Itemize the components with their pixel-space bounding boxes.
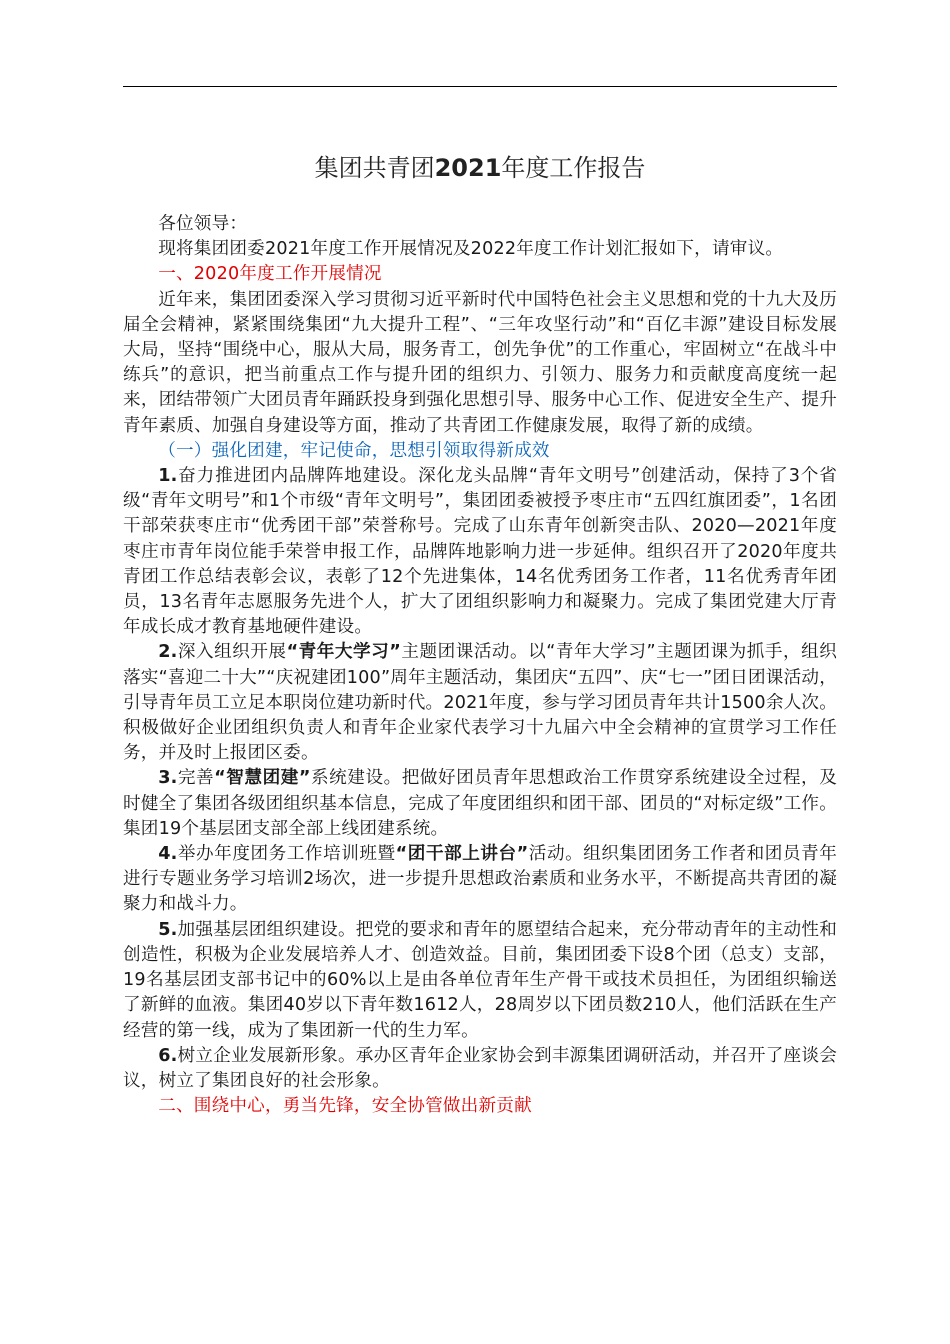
item-lead: 举办年度团务工作培训班暨 — [177, 844, 396, 865]
item-number: 6. — [158, 1045, 178, 1066]
subsection-heading-1: （一）强化团建，牢记使命，思想引领取得新成效 — [158, 440, 550, 461]
item-text: 加强基层团组织建设。把党的要求和青年的愿望结合起来，充分带动青年的主动性和创造性，积极为企业发展培养人才、创造效益。目前，集团团委下设8个团（总支）支部，19名基层团支部书记中的60%以上是由各单位青年生产骨干或技术员担任，为团组织输送了新鲜的血液。集团40岁以下青年数1612人，28周岁以下团员数210人，他们活跃在生产经营的第一线，成为了集团新一代的生力军。 — [123, 919, 837, 1041]
item-text: 树立企业发展新形象。承办区青年企业家协会到丰源集团调研活动，并召开了座谈会议，树立了集团良好的社会形象。 — [123, 1045, 837, 1091]
salutation: 各位领导： — [158, 214, 248, 234]
item-number: 5. — [158, 919, 178, 940]
section-heading-2: 二、围绕中心，勇当先锋，安全协管做出新贡献 — [158, 1096, 532, 1117]
item-paragraph-3 — [123, 766, 837, 842]
item-number: 3. — [158, 768, 178, 789]
item-number: 4. — [158, 844, 178, 865]
item-lead: 深入组织开展 — [177, 642, 287, 663]
item-emphasis: “智慧团建” — [214, 768, 311, 789]
intro-paragraph: 现将集团团委2021年度工作开展情况及2022年度工作计划汇报如下，请审议。 — [158, 239, 784, 260]
item-paragraph-5 — [123, 918, 837, 1044]
overview-paragraph: 近年来，集团团委深入学习贯彻习近平新时代中国特色社会主义思想和党的十九大及历届全会精神，紧紧围绕集团“九大提升工程”、“三年攻坚行动”和“百亿丰源”建设目标发展大局，坚持“围绕中心，服从大局，服务青工，创先争优”的工作重心，牢固树立“在战斗中练兵”的意识，把当前重点工作与提升团的组织力、引领力、服务力和贡献度高度统一起来，团结带领广大团员青年踊跃投身到强化思想引导、服务中心工作、促进安全生产、提升青年素质、加强自身建设等方面，推动了共青团工作健康发展，取得了新的成绩。 — [123, 289, 837, 436]
item-paragraph-1 — [123, 464, 837, 640]
item-paragraph-2 — [123, 640, 837, 766]
item-number: 1. — [158, 466, 178, 487]
title-suffix: 年度工作报告 — [501, 154, 646, 182]
document-body — [123, 212, 837, 1119]
item-paragraph-4 — [123, 842, 837, 918]
item-paragraph-6 — [123, 1044, 837, 1094]
item-text: 主题团课活动。以“青年大学习”主题团课为抓手，组织落实“喜迎二十大”“庆祝建团100”周年主题活动，集团庆“五四”、庆“七一”团日团课活动，引导青年员工立足本职岗位建功新时代。2021年度，参与学习团员青年共计1500余人次。积极做好企业团组织负责人和青年企业家代表学习十九届六中全会精神的宣贯学习工作任务，并及时上报团区委。 — [123, 642, 838, 764]
item-number: 2. — [158, 642, 178, 663]
item-text: 活动。组织集团团务工作者和团员青年进行专题业务学习培训2场次，进一步提升思想政治素质和业务水平，不断提高共青团的凝聚力和战斗力。 — [123, 844, 837, 915]
item-emphasis: “团干部上讲台” — [395, 844, 529, 865]
page-title — [123, 150, 837, 186]
item-text: 系统建设。把做好团员青年思想政治工作贯穿系统建设全过程，及时健全了集团各级团组织基本信息，完成了年度团组织和团干部、团员的“对标定级”工作。集团19个基层团支部全部上线团建系统。 — [123, 768, 837, 839]
item-emphasis: “青年大学习” — [286, 642, 402, 663]
title-year: 2021 — [434, 154, 502, 182]
item-text: 奋力推进团内品牌阵地建设。深化龙头品牌“青年文明号”创建活动，保持了3个省级“青年文明号”和1个市级“青年文明号”，集团团委被授予枣庄市“五四红旗团委”，1名团干部荣获枣庄市“优秀团干部”荣誉称号。完成了山东青年创新突击队、2020—2021年度枣庄市青年岗位能手荣誉申报工作，品牌阵地影响力进一步延伸。组织召开了2020年度共青团工作总结表彰会议，表彰了12个先进集体，14名优秀团务工作者，11名优秀青年团员，13名青年志愿服务先进个人，扩大了团组织影响力和凝聚力。完成了集团党建大厅青年成长成才教育基地硬件建设。 — [123, 466, 837, 638]
section-heading-1: 一、2020年度工作开展情况 — [158, 264, 382, 285]
header-rule — [123, 86, 837, 87]
title-prefix: 集团共青团 — [314, 154, 435, 182]
item-lead: 完善 — [177, 768, 215, 789]
